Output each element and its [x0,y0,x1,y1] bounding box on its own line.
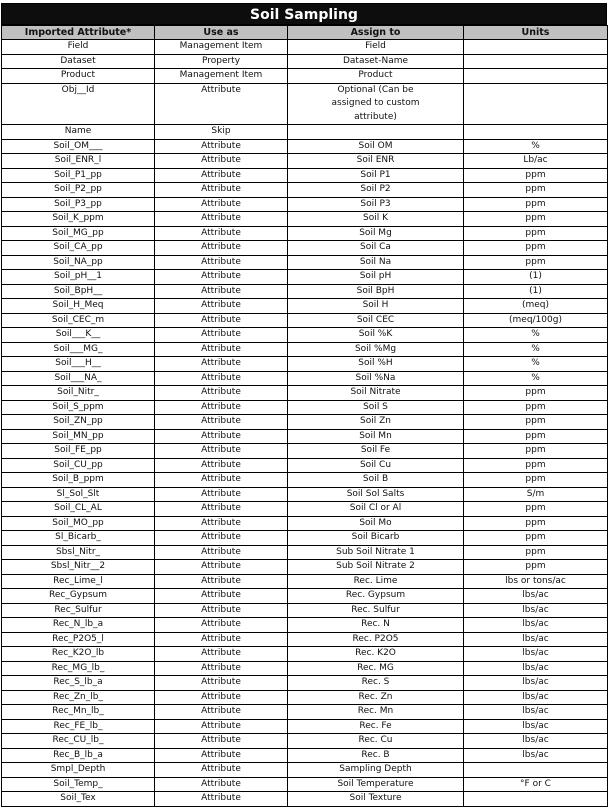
table-row [2,429,608,444]
table-row [2,255,608,270]
table-row [2,371,608,386]
cell-use-as: Attribute [155,560,288,575]
cell-units: lbs/ac [464,661,608,676]
column-header-assign-to: Assign to [288,26,464,40]
cell-units: ppm [464,386,608,401]
table-row [2,777,608,792]
cell-assign-to: Soil Mn [288,429,464,444]
cell-imported-attribute: Soil_MG_pp [2,226,155,241]
cell-units: lbs/ac [464,748,608,763]
cell-assign-to: Soil Fe [288,444,464,459]
cell-units: (meq) [464,299,608,314]
cell-assign-to: Rec. N [288,618,464,633]
cell-assign-to: Rec. Lime [288,574,464,589]
table-row [2,386,608,401]
cell-assign-to: Rec. Mn [288,705,464,720]
cell-use-as: Attribute [155,705,288,720]
cell-use-as: Attribute [155,429,288,444]
cell-units [464,40,608,55]
cell-imported-attribute: Product [2,69,155,84]
cell-imported-attribute: Soil_CA_pp [2,241,155,256]
table-row [2,473,608,488]
cell-units: % [464,371,608,386]
cell-units: lbs/ac [464,705,608,720]
cell-use-as: Attribute [155,661,288,676]
table-row [2,212,608,227]
table-row [2,54,608,69]
table-row [2,328,608,343]
cell-assign-to: Product [288,69,464,84]
table-row [2,719,608,734]
cell-units: ppm [464,400,608,415]
cell-imported-attribute: Soil_ENR_l [2,154,155,169]
cell-units: (meq/100g) [464,313,608,328]
table-row [2,444,608,459]
cell-use-as: Attribute [155,197,288,212]
cell-assign-to: Soil P1 [288,168,464,183]
cell-imported-attribute: Soil_pH__1 [2,270,155,285]
table-row [2,83,608,125]
cell-use-as: Attribute [155,83,288,125]
table-row [2,589,608,604]
cell-assign-to: Soil Mo [288,516,464,531]
cell-assign-to: Rec. Zn [288,690,464,705]
cell-imported-attribute: Rec_MG_lb_ [2,661,155,676]
cell-units [464,125,608,140]
cell-imported-attribute: Rec_Gypsum [2,589,155,604]
cell-units: lbs/ac [464,632,608,647]
cell-imported-attribute: Soil_MN_pp [2,429,155,444]
cell-imported-attribute: Rec_P2O5_l [2,632,155,647]
table-row [2,647,608,662]
cell-imported-attribute: Soil_K_ppm [2,212,155,227]
cell-use-as: Attribute [155,589,288,604]
cell-assign-to: Sub Soil Nitrate 2 [288,560,464,575]
header-row [2,26,608,40]
cell-assign-to: Soil Nitrate [288,386,464,401]
cell-units: lbs/ac [464,589,608,604]
cell-units: ppm [464,255,608,270]
cell-units: lbs/ac [464,618,608,633]
cell-imported-attribute: Soil___H__ [2,357,155,372]
column-header-use-as: Use as [155,26,288,40]
cell-assign-to: Rec. MG [288,661,464,676]
cell-use-as: Attribute [155,618,288,633]
cell-assign-to: Rec. S [288,676,464,691]
cell-use-as: Attribute [155,400,288,415]
cell-use-as: Attribute [155,458,288,473]
cell-use-as: Attribute [155,154,288,169]
table-row [2,748,608,763]
cell-assign-to: Sampling Depth [288,763,464,778]
cell-imported-attribute: Rec_Sulfur [2,603,155,618]
table-row [2,531,608,546]
cell-use-as: Attribute [155,719,288,734]
table-row [2,618,608,633]
cell-units: lbs/ac [464,603,608,618]
cell-assign-to: Soil P2 [288,183,464,198]
table-row [2,676,608,691]
cell-imported-attribute: Soil_OM___ [2,139,155,154]
cell-units: ppm [464,560,608,575]
cell-imported-attribute: Soil_B_ppm [2,473,155,488]
cell-assign-to: Soil Cu [288,458,464,473]
cell-assign-to: Rec. B [288,748,464,763]
cell-use-as: Attribute [155,284,288,299]
cell-units: ppm [464,444,608,459]
cell-assign-to: Soil Ca [288,241,464,256]
cell-assign-to: Rec. Gypsum [288,589,464,604]
table-row [2,632,608,647]
cell-units: % [464,139,608,154]
table-row [2,763,608,778]
cell-imported-attribute: Rec_Lime_l [2,574,155,589]
cell-use-as: Attribute [155,342,288,357]
cell-use-as: Attribute [155,792,288,807]
cell-imported-attribute: Soil_CL_AL [2,502,155,517]
table-row [2,545,608,560]
table-row [2,400,608,415]
cell-imported-attribute: Soil_BpH__ [2,284,155,299]
table-row [2,705,608,720]
cell-assign-to: Field [288,40,464,55]
cell-imported-attribute: Rec_Zn_lb_ [2,690,155,705]
cell-units: ppm [464,168,608,183]
cell-imported-attribute: Soil_Temp_ [2,777,155,792]
cell-units: lbs or tons/ac [464,574,608,589]
cell-assign-to: Soil %K [288,328,464,343]
cell-units: % [464,342,608,357]
table-row [2,125,608,140]
cell-use-as: Attribute [155,168,288,183]
cell-use-as: Attribute [155,516,288,531]
cell-use-as: Attribute [155,487,288,502]
cell-units: ppm [464,502,608,517]
cell-use-as: Attribute [155,545,288,560]
cell-use-as: Property [155,54,288,69]
cell-assign-to: Soil P3 [288,197,464,212]
cell-units: (1) [464,270,608,285]
cell-imported-attribute: Soil_NA_pp [2,255,155,270]
cell-use-as: Attribute [155,473,288,488]
table-row [2,603,608,618]
table-row [2,342,608,357]
cell-imported-attribute: Rec_CU_lb_ [2,734,155,749]
cell-imported-attribute: Soil_P3_pp [2,197,155,212]
cell-imported-attribute: Soil___K__ [2,328,155,343]
cell-use-as: Attribute [155,241,288,256]
cell-use-as: Attribute [155,777,288,792]
cell-units: ppm [464,473,608,488]
cell-units: ppm [464,545,608,560]
cell-use-as: Attribute [155,415,288,430]
cell-units: °F or C [464,777,608,792]
table-row [2,69,608,84]
table-row [2,139,608,154]
table-row [2,560,608,575]
cell-imported-attribute: Soil_P2_pp [2,183,155,198]
cell-assign-to: Soil BpH [288,284,464,299]
cell-imported-attribute: Rec_B_lb_a [2,748,155,763]
cell-units: lbs/ac [464,676,608,691]
cell-assign-to: Soil S [288,400,464,415]
cell-assign-to: Soil Texture [288,792,464,807]
cell-use-as: Attribute [155,444,288,459]
table-row [2,299,608,314]
cell-assign-to: Soil K [288,212,464,227]
cell-units: ppm [464,183,608,198]
cell-units: ppm [464,241,608,256]
cell-use-as: Attribute [155,183,288,198]
cell-assign-to [288,125,464,140]
cell-use-as: Attribute [155,139,288,154]
cell-assign-to: Soil Bicarb [288,531,464,546]
cell-imported-attribute: Rec_Mn_lb_ [2,705,155,720]
cell-use-as: Attribute [155,357,288,372]
cell-imported-attribute: Soil_FE_pp [2,444,155,459]
cell-units: Lb/ac [464,154,608,169]
cell-imported-attribute: Sbsl_Nitr_ [2,545,155,560]
cell-imported-attribute: Obj__Id [2,83,155,125]
cell-assign-to: Soil B [288,473,464,488]
cell-assign-to: Soil %H [288,357,464,372]
cell-use-as: Attribute [155,690,288,705]
column-header-imported-attribute: Imported Attribute* [2,26,155,40]
table-row [2,241,608,256]
table-row [2,415,608,430]
cell-assign-to: Rec. Fe [288,719,464,734]
cell-imported-attribute: Soil___NA_ [2,371,155,386]
cell-units: % [464,357,608,372]
table-row [2,458,608,473]
cell-imported-attribute: Rec_K2O_lb [2,647,155,662]
cell-units: ppm [464,226,608,241]
cell-imported-attribute: Sbsl_Nitr__2 [2,560,155,575]
cell-assign-to: Sub Soil Nitrate 1 [288,545,464,560]
cell-units: ppm [464,212,608,227]
cell-assign-to: Soil OM [288,139,464,154]
cell-use-as: Attribute [155,632,288,647]
cell-assign-to: Soil H [288,299,464,314]
cell-use-as: Attribute [155,603,288,618]
cell-use-as: Attribute [155,676,288,691]
cell-units: ppm [464,531,608,546]
cell-imported-attribute: Rec_FE_lb_ [2,719,155,734]
cell-use-as: Attribute [155,531,288,546]
cell-imported-attribute: Soil_P1_pp [2,168,155,183]
table-row [2,40,608,55]
cell-imported-attribute: Name [2,125,155,140]
cell-units: ppm [464,197,608,212]
cell-imported-attribute: Smpl_Depth [2,763,155,778]
soil-sampling-sheet [1,3,607,807]
table-row [2,313,608,328]
cell-units: ppm [464,516,608,531]
cell-use-as: Attribute [155,212,288,227]
cell-use-as: Attribute [155,226,288,241]
cell-assign-to: Rec. Cu [288,734,464,749]
table-row [2,284,608,299]
table-row [2,154,608,169]
table-row [2,357,608,372]
cell-use-as: Attribute [155,270,288,285]
cell-use-as: Attribute [155,763,288,778]
cell-use-as: Attribute [155,328,288,343]
cell-assign-to: Rec. P2O5 [288,632,464,647]
cell-units: (1) [464,284,608,299]
table-row [2,270,608,285]
cell-imported-attribute: Soil_CEC_m [2,313,155,328]
cell-imported-attribute: Sl_Bicarb_ [2,531,155,546]
cell-units: lbs/ac [464,690,608,705]
cell-use-as: Attribute [155,734,288,749]
cell-imported-attribute: Soil_S_ppm [2,400,155,415]
cell-assign-to: Soil Cl or Al [288,502,464,517]
cell-assign-to: Dataset-Name [288,54,464,69]
cell-use-as: Attribute [155,748,288,763]
cell-use-as: Attribute [155,386,288,401]
cell-imported-attribute: Soil_MO_pp [2,516,155,531]
cell-imported-attribute: Soil_H_Meq [2,299,155,314]
table-row [2,183,608,198]
cell-use-as: Attribute [155,299,288,314]
table-row [2,487,608,502]
cell-units: lbs/ac [464,719,608,734]
cell-units: ppm [464,415,608,430]
table-row [2,168,608,183]
cell-assign-to: Soil Zn [288,415,464,430]
cell-units [464,54,608,69]
cell-units [464,69,608,84]
cell-use-as: Attribute [155,502,288,517]
cell-units [464,792,608,807]
cell-imported-attribute: Soil_CU_pp [2,458,155,473]
cell-imported-attribute: Rec_S_lb_a [2,676,155,691]
cell-use-as: Attribute [155,371,288,386]
cell-assign-to: Soil %Mg [288,342,464,357]
cell-imported-attribute: Soil___MG_ [2,342,155,357]
cell-units: ppm [464,429,608,444]
cell-assign-to: Rec. Sulfur [288,603,464,618]
cell-use-as: Management Item [155,40,288,55]
cell-assign-to: Optional (Can be assigned to custom attribute) [288,83,464,125]
cell-imported-attribute: Dataset [2,54,155,69]
cell-units: lbs/ac [464,734,608,749]
table-row [2,574,608,589]
table-row [2,502,608,517]
cell-imported-attribute: Soil_Nitr_ [2,386,155,401]
cell-imported-attribute: Soil_Tex [2,792,155,807]
cell-imported-attribute: Field [2,40,155,55]
cell-units [464,83,608,125]
table-row [2,792,608,807]
cell-units: ppm [464,458,608,473]
attribute-mapping-table [1,25,608,807]
cell-assign-to: Soil %Na [288,371,464,386]
cell-units: lbs/ac [464,647,608,662]
cell-assign-to: Soil Mg [288,226,464,241]
table-row [2,690,608,705]
cell-imported-attribute: Rec_N_lb_a [2,618,155,633]
cell-imported-attribute: Soil_ZN_pp [2,415,155,430]
cell-use-as: Attribute [155,313,288,328]
cell-assign-to: Soil Na [288,255,464,270]
cell-assign-to: Soil Temperature [288,777,464,792]
cell-use-as: Skip [155,125,288,140]
table-row [2,516,608,531]
cell-use-as: Attribute [155,255,288,270]
table-row [2,734,608,749]
cell-assign-to: Rec. K2O [288,647,464,662]
cell-units [464,763,608,778]
column-header-units: Units [464,26,608,40]
cell-units: % [464,328,608,343]
sheet-title: Soil Sampling [1,3,607,25]
cell-assign-to: Soil CEC [288,313,464,328]
table-row [2,226,608,241]
table-row [2,661,608,676]
cell-assign-to: Soil ENR [288,154,464,169]
cell-units: S/m [464,487,608,502]
cell-assign-to: Soil Sol Salts [288,487,464,502]
cell-use-as: Management Item [155,69,288,84]
cell-imported-attribute: Sl_Sol_Slt [2,487,155,502]
cell-use-as: Attribute [155,647,288,662]
table-row [2,197,608,212]
cell-use-as: Attribute [155,574,288,589]
cell-assign-to: Soil pH [288,270,464,285]
